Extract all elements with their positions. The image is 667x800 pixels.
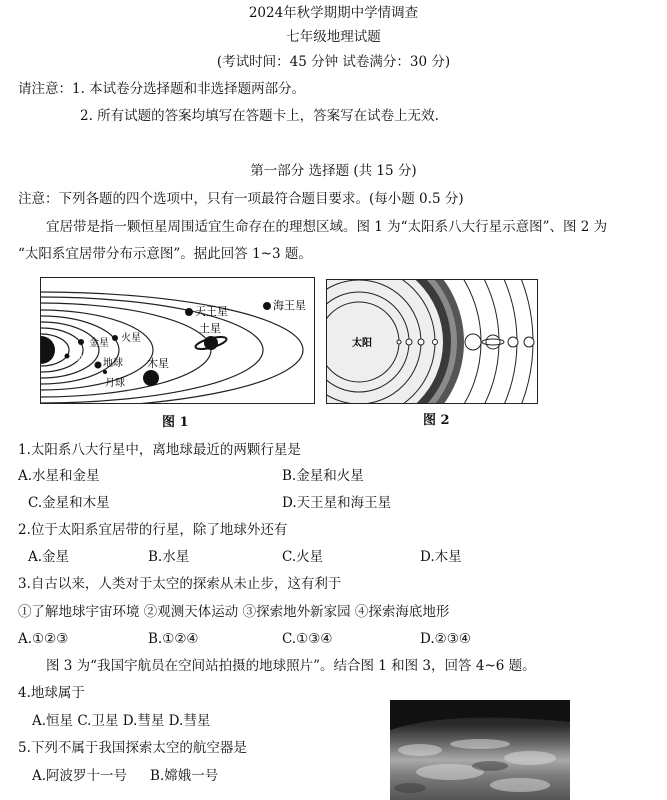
q3-option-d[interactable]: D.②③④: [420, 631, 471, 647]
exam-info: (考试时间：45 分钟 试卷满分：30 分): [216, 54, 451, 70]
planet-earth-icon: [418, 339, 424, 345]
saturn-icon: [194, 335, 227, 352]
section1-heading: 第一部分 选择题 (共 15 分): [250, 163, 417, 179]
moon-icon: [103, 370, 107, 374]
q1-option-d[interactable]: D.天王星和海王星: [282, 495, 392, 511]
figure-1-caption: 图 1: [162, 415, 189, 430]
label-moon: 月球: [105, 378, 125, 389]
q3-stem: 3.自古以来，人类对于太空的探索从未止步，这有利于: [18, 576, 342, 592]
q3-option-c[interactable]: C.①③④: [282, 631, 333, 647]
q2-option-d[interactable]: D.木星: [420, 549, 462, 565]
earth-photo-texture: [390, 700, 570, 800]
mars-icon: [112, 335, 118, 341]
planet-mars-icon: [433, 340, 438, 345]
q1-stem: 1.太阳系八大行星中，离地球最近的两颗行星是: [18, 442, 301, 458]
q4-options[interactable]: A.恒星 C.卫星 D.彗星 D.彗星: [32, 713, 211, 729]
neptune-icon: [263, 302, 271, 310]
planet-uranus-icon: [508, 337, 518, 347]
sun-label: 太阳: [352, 338, 372, 349]
jupiter-icon: [143, 370, 159, 386]
sun-icon: [41, 336, 55, 364]
q3-option-a[interactable]: A.①②③: [18, 631, 69, 647]
q2-option-c[interactable]: C.火星: [282, 549, 324, 565]
figure-1-diagram: [41, 278, 314, 403]
label-jupiter: 木星: [147, 357, 169, 370]
intro-2: 图 3 为“我国宇航员在空间站拍摄的地球照片”。结合图 1 和图 3，回答 4~6 题。: [46, 658, 536, 674]
label-mars: 火星: [121, 333, 141, 344]
q2-stem: 2.位于太阳系宜居带的行星，除了地球外还有: [18, 522, 288, 538]
figure-1-solar-system: [40, 277, 315, 404]
label-saturn: 土星: [199, 322, 221, 335]
figure-2-caption: 图 2: [423, 413, 450, 428]
figure-3-earth-photo: [390, 700, 570, 800]
q1-option-b[interactable]: B.金星和火星: [282, 468, 364, 484]
planet-neptune-icon: [524, 337, 534, 347]
notice-line-1: 请注意：1. 本试卷分选择题和非选择题两部分。: [18, 81, 306, 97]
planet-venus-icon: [406, 339, 412, 345]
planet-jupiter-icon: [465, 334, 481, 350]
figure-2-diagram: [327, 280, 537, 403]
exam-title: 2024年秋学期期中学情调查: [248, 5, 419, 21]
q2-option-a[interactable]: A.金星: [28, 549, 70, 565]
label-earth: 地球: [103, 358, 123, 369]
label-mercury: 水星: [69, 354, 83, 362]
uranus-icon: [185, 308, 193, 316]
label-uranus: 天王星: [195, 305, 228, 318]
q1-option-c[interactable]: C.金星和木星: [28, 495, 110, 511]
q5-stem: 5.下列不属于我国探索太空的航空器是: [18, 740, 247, 756]
earth-icon: [95, 362, 102, 369]
exam-subtitle: 七年级地理试题: [286, 29, 381, 45]
notice-line-2: 2. 所有试题的答案均填写在答题卡上，答案写在试卷上无效.: [80, 108, 439, 124]
q5-option-a[interactable]: A.阿波罗十一号: [32, 768, 128, 784]
label-neptune: 海王星: [273, 299, 306, 312]
planet-saturn-icon: [486, 335, 500, 349]
intro-line-2: “太阳系宜居带分布示意图”。据此回答 1~3 题。: [18, 246, 312, 262]
planet-mercury-icon: [397, 340, 401, 344]
q2-option-b[interactable]: B.水星: [148, 549, 190, 565]
intro-line-1: 宜居带是指一颗恒星周围适宜生命存在的理想区域。图 1 为“太阳系八大行星示意图”、图 2 为: [46, 219, 608, 235]
venus-icon: [78, 339, 84, 345]
section1-note: 注意：下列各题的四个选项中，只有一项最符合题目要求。(每小题 0.5 分): [18, 191, 464, 207]
q1-option-a[interactable]: A.水星和金星: [18, 468, 100, 484]
q3-items: ①了解地球宇宙环境 ②观测天体运动 ③探索地外新家园 ④探索海底地形: [18, 604, 450, 620]
q5-option-b[interactable]: B.嫦娥一号: [150, 768, 219, 784]
q4-stem: 4.地球属于: [18, 685, 85, 701]
q3-option-b[interactable]: B.①②④: [148, 631, 199, 647]
label-venus: 金星: [89, 338, 109, 349]
figure-2-habitable-zone: [326, 279, 538, 404]
